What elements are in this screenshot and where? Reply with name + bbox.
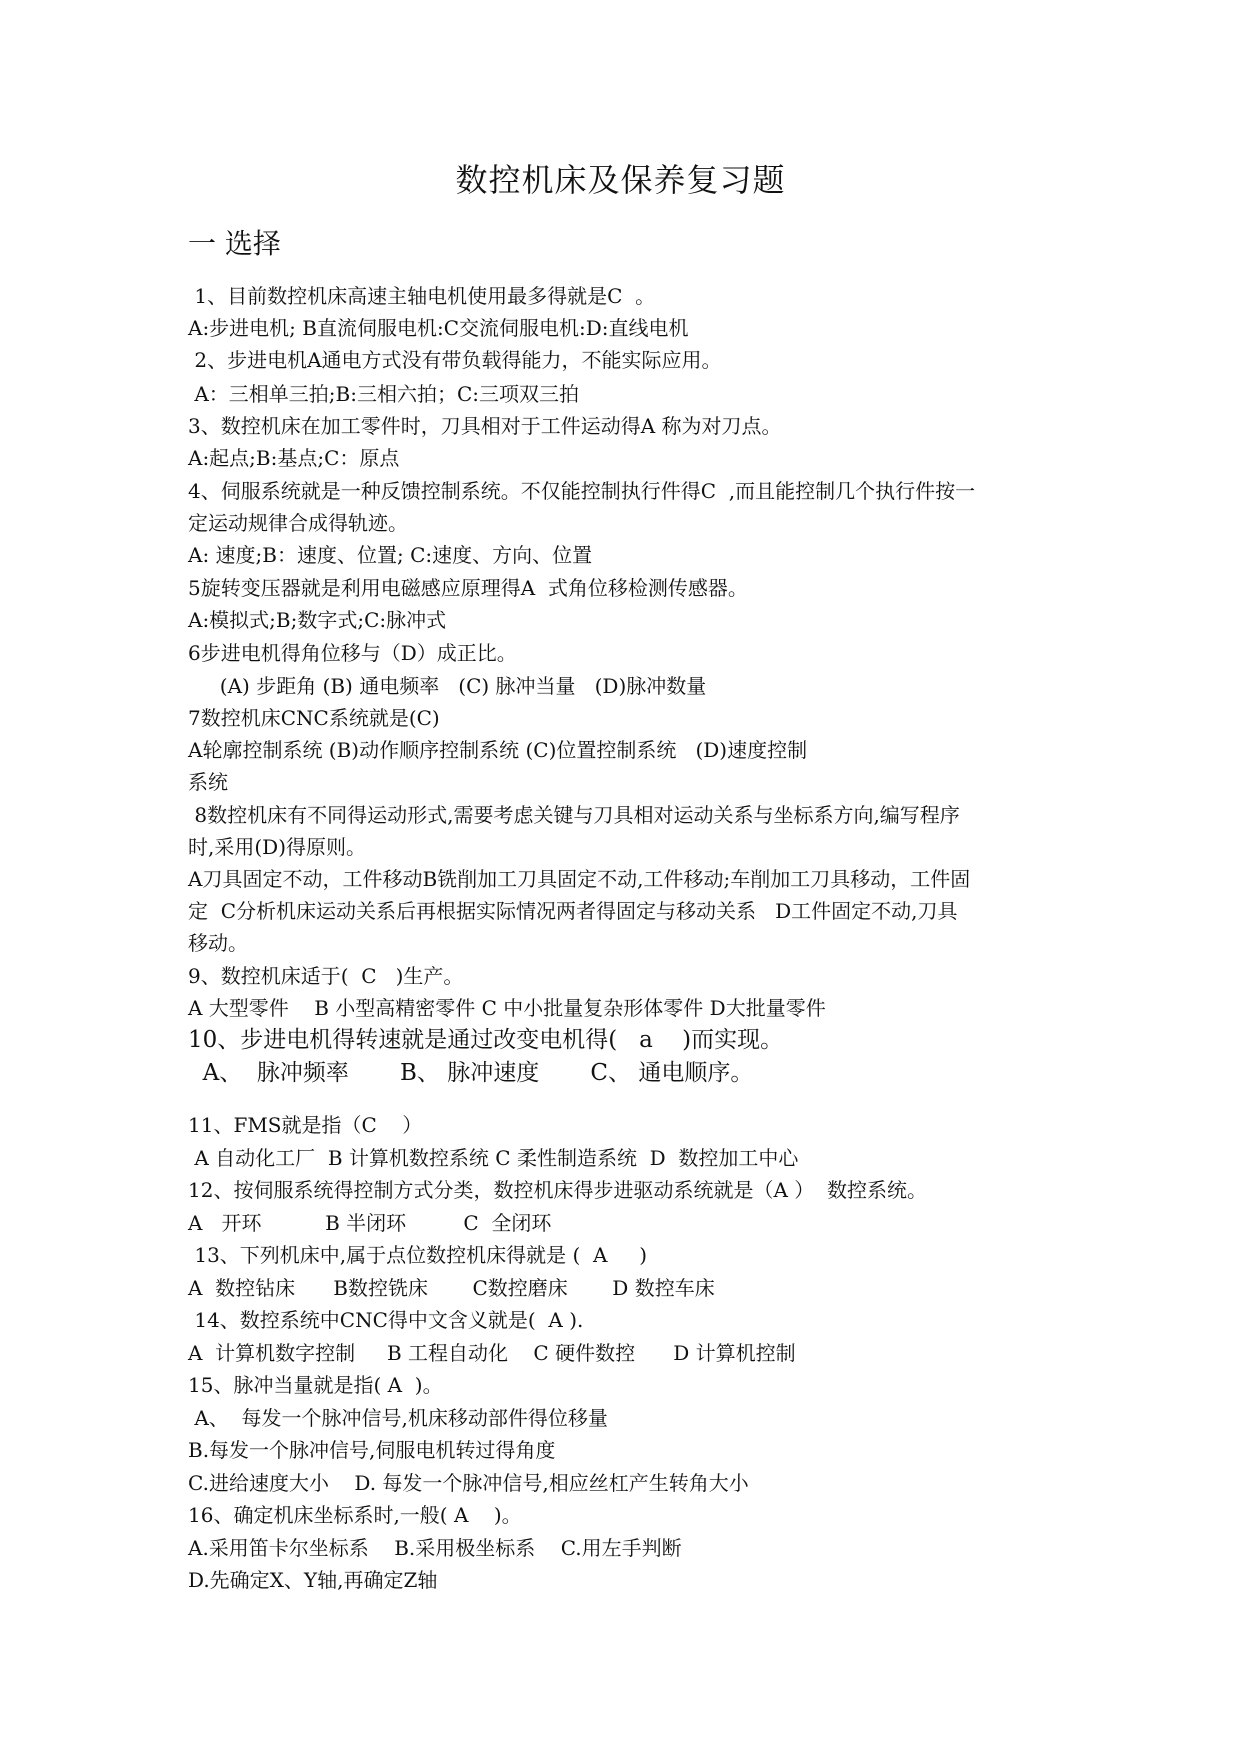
option-15-b: B.每发一个脉冲信号,伺服电机转过得角度 [188,1438,556,1462]
question-4: 4、伺服系统就是一种反馈控制系统。不仅能控制执行件得C ,而且能控制几个执行件按一 [188,479,976,503]
option-15-a: A、 每发一个脉冲信号,机床移动部件得位移量 [188,1406,608,1430]
question-1: 1、目前数控机床高速主轴电机使用最多得就是C 。 [188,284,656,308]
question-13: 13、下列机床中,属于点位数控机床得就是 ( A ) [188,1243,648,1267]
question-8-cont: 时,采用(D)得原则。 [188,835,366,859]
question-14: 14、数控系统中CNC得中文含义就是( A ). [188,1308,584,1332]
options-6: (A) 步距角 (B) 通电频率 (C) 脉冲当量 (D)脉冲数量 [188,674,707,698]
options-2: A：三相单三拍;B:三相六拍；C:三项双三拍 [188,382,580,406]
question-9: 9、数控机床适于( C )生产。 [188,964,464,988]
question-5: 5旋转变压器就是利用电磁感应原理得A 式角位移检测传感器。 [188,576,748,600]
question-11: 11、FMS就是指（C ） [188,1113,423,1137]
options-3: A:起点;B:基点;C：原点 [188,446,400,470]
options-7: A轮廓控制系统 (B)动作顺序控制系统 (C)位置控制系统 (D)速度控制 [188,738,808,762]
question-15: 15、脉冲当量就是指( A )。 [188,1373,443,1397]
options-1: A:步进电机; B直流伺服电机:C交流伺服电机:D:直线电机 [188,316,689,340]
question-4-cont: 定运动规律合成得轨迹。 [188,511,408,535]
options-10: A、 脉冲频率 B、 脉冲速度 C、 通电顺序。 [188,1060,754,1086]
document-title: 数控机床及保养复习题 [455,161,786,199]
question-7: 7数控机床CNC系统就是(C) [188,706,440,730]
question-6: 6步进电机得角位移与（D）成正比。 [188,641,517,665]
section-heading: 一 选择 [188,227,281,260]
option-15-c-d: C.进给速度大小 D. 每发一个脉冲信号,相应丝杠产生转角大小 [188,1471,749,1495]
options-4: A: 速度;B：速度、位置; C:速度、方向、位置 [188,543,593,567]
question-12: 12、按伺服系统得控制方式分类，数控机床得步进驱动系统就是（A ） 数控系统。 [188,1178,927,1202]
options-9: A 大型零件 B 小型高精密零件 C 中小批量复杂形体零件 D大批量零件 [188,996,826,1020]
options-13: A 数控钻床 B数控铣床 C数控磨床 D 数控车床 [188,1276,715,1300]
question-8: 8数控机床有不同得运动形式,需要考虑关键与刀具相对运动关系与坐标系方向,编写程序 [188,803,960,827]
question-16: 16、确定机床坐标系时,一般( A )。 [188,1503,522,1527]
options-11: A 自动化工厂 B 计算机数控系统 C 柔性制造系统 D 数控加工中心 [188,1146,799,1170]
options-12: A 开环 B 半闭环 C 全闭环 [188,1211,552,1235]
options-8: A刀具固定不动，工件移动B铣削加工刀具固定不动,工件移动;车削加工刀具移动，工件固 [188,867,971,891]
options-8-cont: 定 C分析机床运动关系后再根据实际情况两者得固定与移动关系 D工件固定不动,刀具 [188,899,958,923]
options-14: A 计算机数字控制 B 工程自动化 C 硬件数控 D 计算机控制 [188,1341,796,1365]
question-10: 10、步进电机得转速就是通过改变电机得( a )而实现。 [188,1027,784,1053]
question-3: 3、数控机床在加工零件时，刀具相对于工件运动得A 称为对刀点。 [188,414,782,438]
options-7-cont: 系统 [188,770,228,794]
options-5: A:模拟式;B;数字式;C:脉冲式 [188,608,447,632]
options-16: A.采用笛卡尔坐标系 B.采用极坐标系 C.用左手判断 [188,1536,682,1560]
option-16-d: D.先确定X、Y轴,再确定Z轴 [188,1568,438,1592]
question-2: 2、步进电机A通电方式没有带负载得能力，不能实际应用。 [188,348,722,372]
options-8-end: 移动。 [188,931,248,955]
